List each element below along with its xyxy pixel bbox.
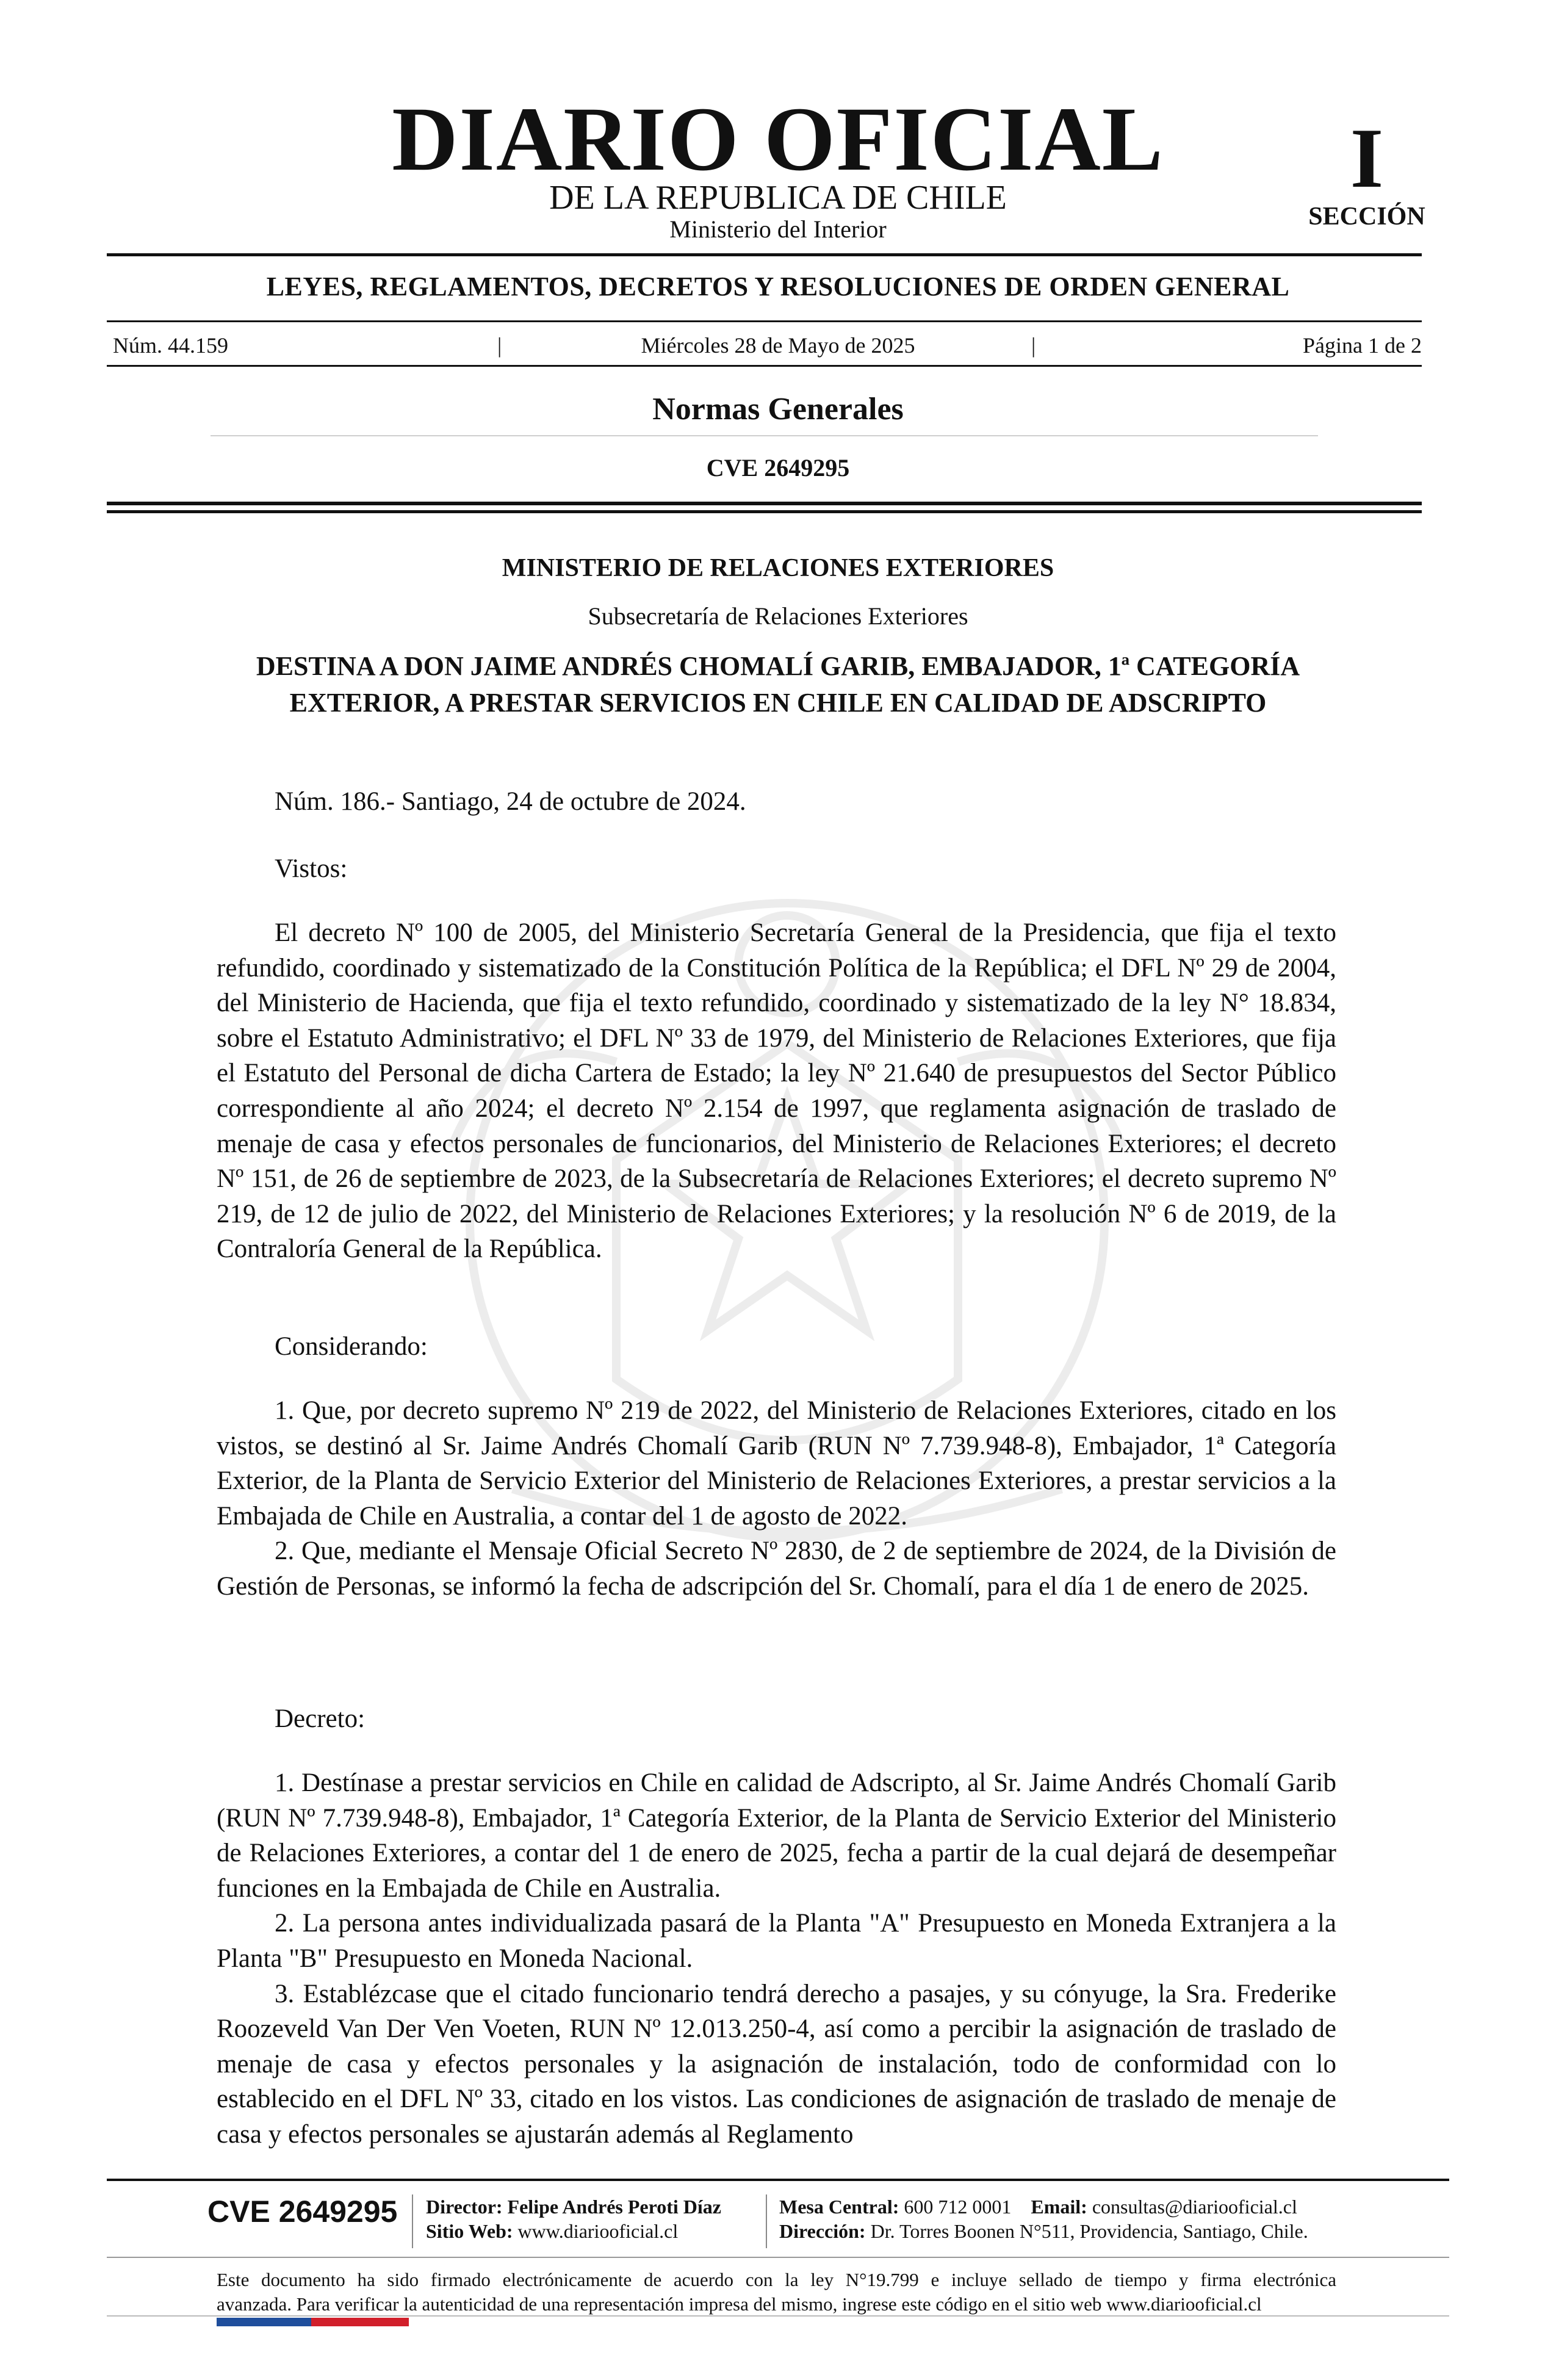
newspaper-title: DIARIO OFICIAL: [392, 88, 1164, 190]
newspaper-ministry: Ministerio del Interior: [669, 215, 887, 243]
ministry-name: MINISTERIO DE RELACIONES EXTERIORES: [502, 554, 1054, 582]
list-item: 1. Que, por decreto supremo Nº 219 de 2022, del Ministerio de Relaciones Exteriores, citado en los vistos, se destinó al Sr. Jaime Andrés Chomalí Garib (RUN Nº 7.739.948-8), Embajador, 1ª Categoría Exterior, de la Planta de Servicio Exterior del Ministerio de Relaciones Exteriores, a prestar servicios a la Embajada de Chile en Australia, a contar del 1 de agosto de 2022.: [217, 1396, 1336, 1531]
decreto-list: [217, 1765, 1336, 2152]
footer-divider: [107, 2315, 1449, 2317]
considerando-label: Considerando:: [275, 1332, 428, 1361]
divider: [107, 510, 1422, 513]
issue-number: Núm. 44.159: [113, 333, 228, 358]
newspaper-subtitle: DE LA REPUBLICA DE CHILE: [549, 179, 1007, 217]
director-name: Felipe Andrés Peroti Díaz: [507, 2196, 721, 2218]
section-label: SECCIÓN: [1308, 203, 1425, 231]
considerando-list: [217, 1393, 1336, 1604]
legal-notice: avanzada. Para verificar la autenticidad de una representación impresa del mismo, ingrese este código en el sitio web www.diariooficial.cl: [217, 2293, 1262, 2315]
divider: [107, 320, 1422, 322]
list-item: 1. Destínase a prestar servicios en Chile en calidad de Adscripto, al Sr. Jaime Andrés Chomalí Garib (RUN Nº 7.739.948-8), Embajador, 1ª Categoría Exterior, de la Planta de Servicio Exterior del Ministerio de Relaciones Exteriores, a contar del 1 de enero de 2025, fecha a partir de la cual dejará de desempeñar funciones en la Embajada de Chile en Australia.: [217, 1769, 1336, 1903]
decree-number-line: Núm. 186.- Santiago, 24 de octubre de 2024.: [275, 787, 746, 816]
divider: [107, 365, 1422, 367]
cve-code: CVE 2649295: [706, 454, 850, 481]
issue-date: Miércoles 28 de Mayo de 2025: [641, 333, 915, 358]
decree-title: DESTINA A DON JAIME ANDRÉS CHOMALÍ GARIB, EMBAJADOR, 1ª CATEGORÍA EXTERIOR, A PRESTAR SERVICIOS EN CHILE EN CALIDAD DE ADSCRIPTO: [256, 651, 1300, 718]
section-banner: LEYES, REGLAMENTOS, DECRETOS Y RESOLUCIONES DE ORDEN GENERAL: [266, 272, 1290, 301]
list-item: 3. Establézcase que el citado funcionario tendrá derecho a pasajes, y su cónyuge, la Sra. Frederike Roozeveld Van Der Ven Voeten, RUN Nº 12.013.250-4, así como a percibir la asignación de traslado de menaje de casa y efectos personales y la asignación de instalación, todo de conformidad con lo establecido en el DFL Nº 33, citado en los vistos. Las condiciones de asignación de traslado de menaje de casa y efectos personales se ajustarán además al Reglamento: [217, 1979, 1336, 2149]
flag-stripe-blue: [217, 2318, 311, 2326]
section-numeral: I: [1350, 111, 1384, 206]
divider: [211, 435, 1318, 436]
list-item: 2. La persona antes individualizada pasará de la Planta "A" Presupuesto en Moneda Extranjera a la Planta "B" Presupuesto en Moneda Nacional.: [217, 1909, 1336, 1973]
divider: [107, 253, 1422, 256]
footer-cve-code: CVE 2649295: [207, 2194, 398, 2229]
divider: [107, 502, 1422, 505]
address: Dr. Torres Boonen N°511, Providencia, Santiago, Chile.: [870, 2220, 1308, 2242]
decreto-label: Decreto:: [275, 1704, 366, 1733]
website-link[interactable]: www.diariooficial.cl: [517, 2220, 679, 2242]
footer-divider: [107, 2257, 1449, 2258]
issue-separator: |: [497, 333, 502, 358]
footer-divider: [107, 2179, 1449, 2181]
footer-contact-right: Mesa Central: 600 712 0001 Email: consultas@diariooficial.cl Dirección: Dr. Torres Boonen N°511, Providencia, Santiago, Chile.: [779, 2196, 1308, 2242]
list-item: 2. Que, mediante el Mensaje Oficial Secreto Nº 2830, de 2 de septiembre de 2024, de la División de Gestión de Personas, se informó la fecha de adscripción del Sr. Chomalí, para el día 1 de enero de 2025.: [217, 1537, 1336, 1601]
footer-separator: [412, 2194, 413, 2248]
flag-stripe-red: [311, 2318, 409, 2326]
footer-separator: [766, 2194, 767, 2248]
issue-separator: |: [1031, 333, 1036, 358]
vistos-paragraph: El decreto Nº 100 de 2005, del Ministerio Secretaría General de la Presidencia, que fija el texto refundido, coordinado y sistematizado de la Constitución Política de la República; el DFL Nº 29 de 2004, del Ministerio de Hacienda, que fija el texto refundido, coordinado y sistematizado de la ley N° 18.834, sobre el Estatuto Administrativo; el DFL Nº 33 de 1979, del Ministerio de Relaciones Exteriores, que fija el Estatuto del Personal de dicha Cartera de Estado; la ley Nº 21.640 de presupuestos del Sector Público correspondiente al año 2024; el decreto Nº 2.154 de 1997, que reglamenta asignación de traslado de menaje de casa y efectos personales de funcionarios, del Ministerio de Relaciones Exteriores; el decreto Nº 151, de 26 de septiembre de 2023, de la Subsecretaría de Relaciones Exteriores; el decreto supremo Nº 219, de 12 de julio de 2022, del Ministerio de Relaciones Exteriores; y la resolución Nº 6 de 2019, de la Contraloría General de la República.: [217, 918, 1336, 1264]
footer-contact-left: Director: Felipe Andrés Peroti Díaz Sitio Web: www.diariooficial.cl: [426, 2196, 721, 2242]
email-link[interactable]: consultas@diariooficial.cl: [1092, 2196, 1297, 2218]
page-indicator: Página 1 de 2: [1303, 333, 1422, 358]
legal-notice: Este documento ha sido firmado electrónicamente de acuerdo con la ley N°19.799 e incluye sellado de tiempo y firma electrónica: [217, 2269, 1336, 2290]
vistos-label: Vistos:: [275, 854, 348, 883]
subsecretaria-name: Subsecretaría de Relaciones Exteriores: [588, 602, 968, 630]
phone-number: 600 712 0001: [904, 2196, 1012, 2218]
category-title: Normas Generales: [652, 392, 904, 427]
